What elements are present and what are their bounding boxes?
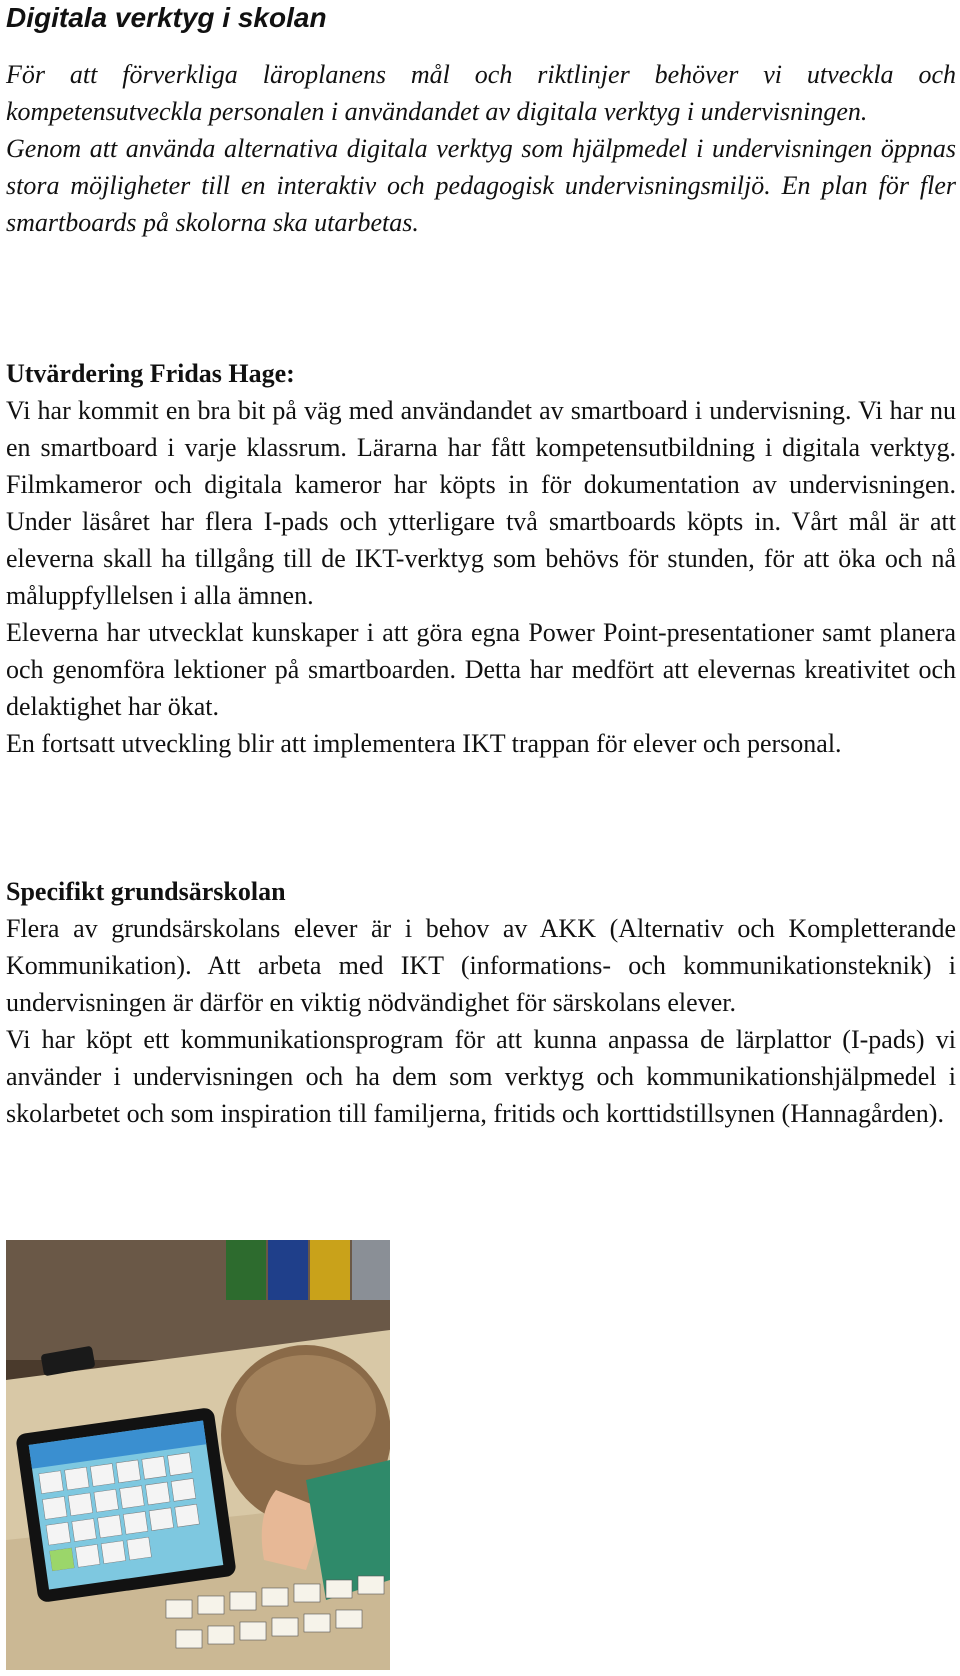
intro-paragraph-1: För att förverkliga läroplanens mål och riktlinjer behöver vi utveckla och kompetensutveckla personalen i användandet av digitala verktyg i undervisningen. <box>6 60 956 126</box>
special-paragraph-2: Vi har köpt ett kommunikationsprogram för att kunna anpassa de lärplattor (I-pads) vi använder i undervisningen och ha dem som verktyg och kommunikationshjälpmedel i skolarbetet och som inspiration till familjerna, fritids och korttidstillsynen (Hannagården). <box>6 1025 956 1128</box>
evaluation-heading: Utvärdering Fridas Hage: <box>6 359 295 388</box>
special-paragraph-1: Flera av grundsärskolans elever är i behov av AKK (Alternativ och Kompletterande Kommunikation). Att arbeta med IKT (informations- och kommunikationsteknik) i undervisningen är därför en viktig nödvändighet för särskolans elever. <box>6 914 956 1017</box>
ipad-photo-illustration <box>6 1240 390 1670</box>
evaluation-paragraph-2: Eleverna har utvecklat kunskaper i att göra egna Power Point-presentationer samt planera och genomföra lektioner på smartboarden. Detta har medfört att elevernas kreativitet och delaktighet har ökat. <box>6 618 956 721</box>
special-heading: Specifikt grundsärskolan <box>6 877 286 906</box>
special-section <box>6 873 956 1132</box>
page-title: Digitala verktyg i skolan <box>6 2 327 33</box>
evaluation-paragraph-1: Vi har kommit en bra bit på väg med användandet av smartboard i undervisning. Vi har nu en smartboard i varje klassrum. Lärarna har fått kompetensutbildning i digitala verktyg. Filmkameror och digitala kameror har köpts in för dokumentation av undervisningen. Under läsåret har flera I-pads och ytterligare två smartboards köpts in. Vårt mål är att eleverna skall ha tillgång till de IKT-verktyg som behövs för stunden, för att öka och nå måluppfyllelsen i alla ämnen. <box>6 396 956 610</box>
evaluation-paragraph-3: En fortsatt utveckling blir att implementera IKT trappan för elever och personal. <box>6 729 842 758</box>
evaluation-section <box>6 355 956 762</box>
intro-paragraph-2: Genom att använda alternativa digitala verktyg som hjälpmedel i undervisningen öppnas stora möjligheter till en interaktiv och pedagogisk undervisningsmiljö. En plan för fler smartboards på skolorna ska utarbetas. <box>6 134 956 237</box>
ipad-photo <box>6 1240 390 1670</box>
intro-section <box>6 56 956 241</box>
